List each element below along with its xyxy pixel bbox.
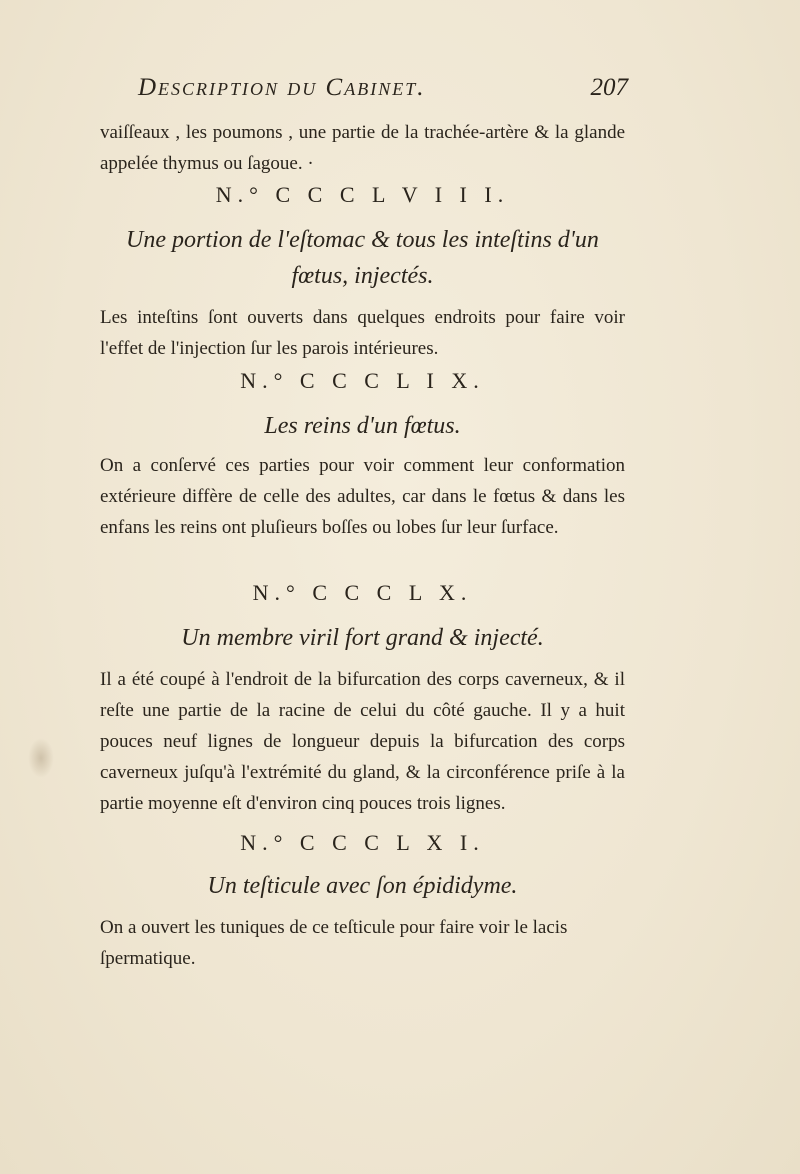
entry-number-361: N.° C C C L X I. [240,830,485,855]
entry-number-359: N.° C C C L I X. [240,368,485,393]
paper-stain [28,738,54,778]
paragraph-intro: vaiſſeaux , les poumons , une partie de la trachée-artère & la glande appelée thymus ou ſagoue. · [100,122,625,174]
entry-description-359: On a conſervé ces parties pour voir comment leur conformation extérieure diffère de celle des adultes, car dans le fœtus & dans les enfans les reins ont pluſieurs boſſes ou lobes ſur leur ſurface. [100,455,625,538]
running-title: Description du Cabinet. [138,74,426,101]
entry-title-358: Une portion de l'eſtomac & tous les inteſtins d'un fœtus, injectés. [126,227,599,289]
page-number: 207 [590,74,628,101]
entry-title-359: Les reins d'un fœtus. [264,413,461,439]
entry-number-360: N.° C C C L X. [252,580,473,605]
entry-title-361: Un teſticule avec ſon épididyme. [207,873,518,899]
entry-number-358: N.° C C C L V I I I. [215,182,510,207]
entry-description-361: On a ouvert les tuniques de ce teſticule pour faire voir le lacis ſpermatique. [100,917,568,969]
page-header [138,74,628,106]
entry-title-360: Un membre viril fort grand & injecté. [181,625,544,651]
entry-description-358: Les inteſtins ſont ouverts dans quelques endroits pour faire voir l'effet de l'injection ſur les parois intérieures. [100,307,625,359]
entry-description-360: Il a été coupé à l'endroit de la bifurcation des corps caverneux, & il reſte une partie de la racine de celui du côté gauche. Il y a huit pouces neuf lignes de longueur depuis la bifurcation des corps caverneux juſqu'à l'extrémité du gland, & la circonférence priſe à la partie moyenne eſt d'environ cinq pouces trois lignes. [100,669,625,814]
